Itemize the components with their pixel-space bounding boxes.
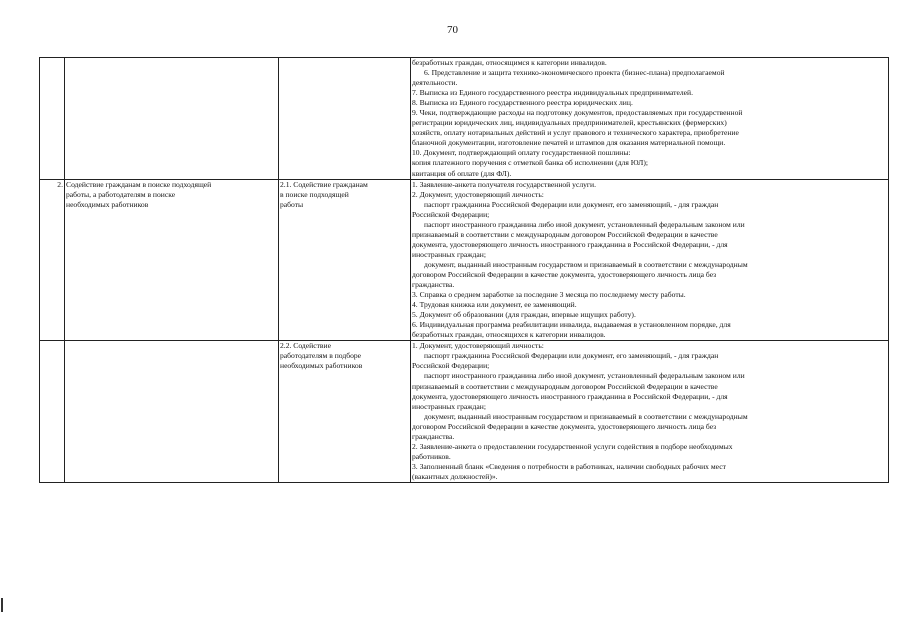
document-line: 3. Справка о среднем заработке за последние 3 месяца по последнему месту работы. [412, 290, 686, 300]
services-table [39, 57, 889, 483]
document-line: (вакантных должностей)». [412, 471, 498, 481]
document-line: 9. Чеки, подтверждающие расходы на подготовку документов, предоставляемых при государственной [412, 108, 743, 118]
document-line: 2. Заявление-анкета о предоставлении государственной услуги содействия в подборе необходимых [412, 441, 733, 451]
document-line: паспорт гражданина Российской Федерации или документ, его заменяющий, - для граждан [424, 351, 719, 361]
document-line: регистрации юридических лиц, индивидуальных предпринимателей, крестьянских (фермерских) [412, 118, 727, 128]
document-line: 6. Индивидуальная программа реабилитации инвалида, выдаваемая в установленном порядке, для [412, 320, 731, 330]
document-line: бланочной документации, изготовление печатей и штампов для оказания материальной помощи. [412, 138, 726, 148]
service-cell [65, 58, 279, 180]
document-line: Российской Федерации; [412, 361, 490, 371]
document-line: 10. Документ, подтверждающий оплату государственной пошлины: [412, 148, 631, 158]
row-number: 2. [40, 179, 65, 341]
table-row [40, 341, 889, 483]
cell-line: в поиске подходящей [280, 189, 349, 199]
document-line: документ, выданный иностранным государством и признаваемый в соответствии с международным [424, 411, 748, 421]
document-line: 4. Трудовая книжка или документ, ее заменяющий. [412, 300, 577, 310]
document-line: гражданства. [412, 280, 455, 290]
document-line: 8. Выписка из Единого государственного реестра юридических лиц. [412, 98, 633, 108]
document-line: договором Российской Федерации в качестве документа, удостоверяющего личность лица без [412, 269, 717, 279]
service-cell [65, 341, 279, 483]
subservice-cell [279, 341, 411, 483]
cell-line: работы [280, 199, 304, 209]
document-line: признаваемый в соответствии с международным договором Российской Федерации в качестве [412, 229, 718, 239]
document-line: Российской Федерации; [412, 209, 490, 219]
document-line: деятельности. [412, 78, 458, 88]
document-line: паспорт иностранного гражданина либо иной документ, установленный федеральным законом или [424, 371, 745, 381]
subservice-cell [279, 179, 411, 341]
documents-cell [411, 341, 889, 483]
document-line: работников. [412, 451, 451, 461]
documents-cell [411, 58, 889, 180]
page-number: 70 [447, 24, 458, 36]
cell-line: необходимых работников [280, 361, 363, 371]
cell-line: Содействие гражданам в поиске подходящей [66, 179, 212, 189]
cell-line: необходимых работников [66, 199, 149, 209]
document-line: безработных граждан, относящимся к категории инвалидов. [412, 58, 607, 67]
document-line: безработных граждан, относящихся к категории инвалидов. [412, 330, 606, 340]
document-line: 2. Документ, удостоверяющий личность: [412, 189, 544, 199]
row-number [40, 58, 65, 180]
document-line: документ, выданный иностранным государством и признаваемый в соответствии с международным [424, 259, 748, 269]
document-line: гражданства. [412, 431, 455, 441]
document-line: 1. Документ, удостоверяющий личность: [412, 341, 544, 351]
cell-line: 2.2. Содействие [280, 341, 331, 351]
documents-cell [411, 179, 889, 341]
document-line: 1. Заявление-анкета получателя государственной услуги. [412, 179, 596, 189]
document-line: документа, удостоверяющего личность иностранного гражданина в Российской Федерации, - для [412, 239, 728, 249]
document-line: квитанция об оплате (для ФЛ). [412, 168, 512, 178]
document-line: документа, удостоверяющего личность иностранного гражданина в Российской Федерации, - для [412, 391, 728, 401]
cell-line: работы, а работодателям в поиске [66, 189, 176, 199]
document-line: признаваемый в соответствии с международным договором Российской Федерации в качестве [412, 381, 718, 391]
document-line: паспорт иностранного гражданина либо иной документ, установленный федеральным законом или [424, 219, 745, 229]
document-line: 7. Выписка из Единого государственного реестра индивидуальных предпринимателей. [412, 88, 693, 98]
margin-mark [1, 598, 3, 612]
service-cell [65, 179, 279, 341]
subservice-cell [279, 58, 411, 180]
table-row [40, 179, 889, 341]
document-line: 5. Документ об образовании (для граждан, впервые ищущих работу). [412, 310, 636, 320]
document-line: паспорт гражданина Российской Федерации или документ, его заменяющий, - для граждан [424, 199, 719, 209]
row-number [40, 341, 65, 483]
document-line: иностранных граждан; [412, 401, 486, 411]
document-line: 3. Заполненный бланк «Сведения о потребности в работниках, наличии свободных рабочих мест [412, 461, 726, 471]
document-line: иностранных граждан; [412, 249, 486, 259]
cell-line: 2.1. Содействие гражданам [280, 179, 368, 189]
cell-line: работодателям в подборе [280, 351, 362, 361]
document-line: 6. Представление и защита технико-экономического проекта (бизнес-плана) предполагаемой [424, 68, 725, 78]
table-row [40, 58, 889, 180]
document-line: договором Российской Федерации в качестве документа, удостоверяющего личность лица без [412, 421, 717, 431]
document-line: копия платежного поручения с отметкой банка об исполнении (для ЮЛ); [412, 158, 648, 168]
document-line: хозяйств, оплату нотариальных действий и услуг правового и технического характера, приобретение [412, 128, 739, 138]
